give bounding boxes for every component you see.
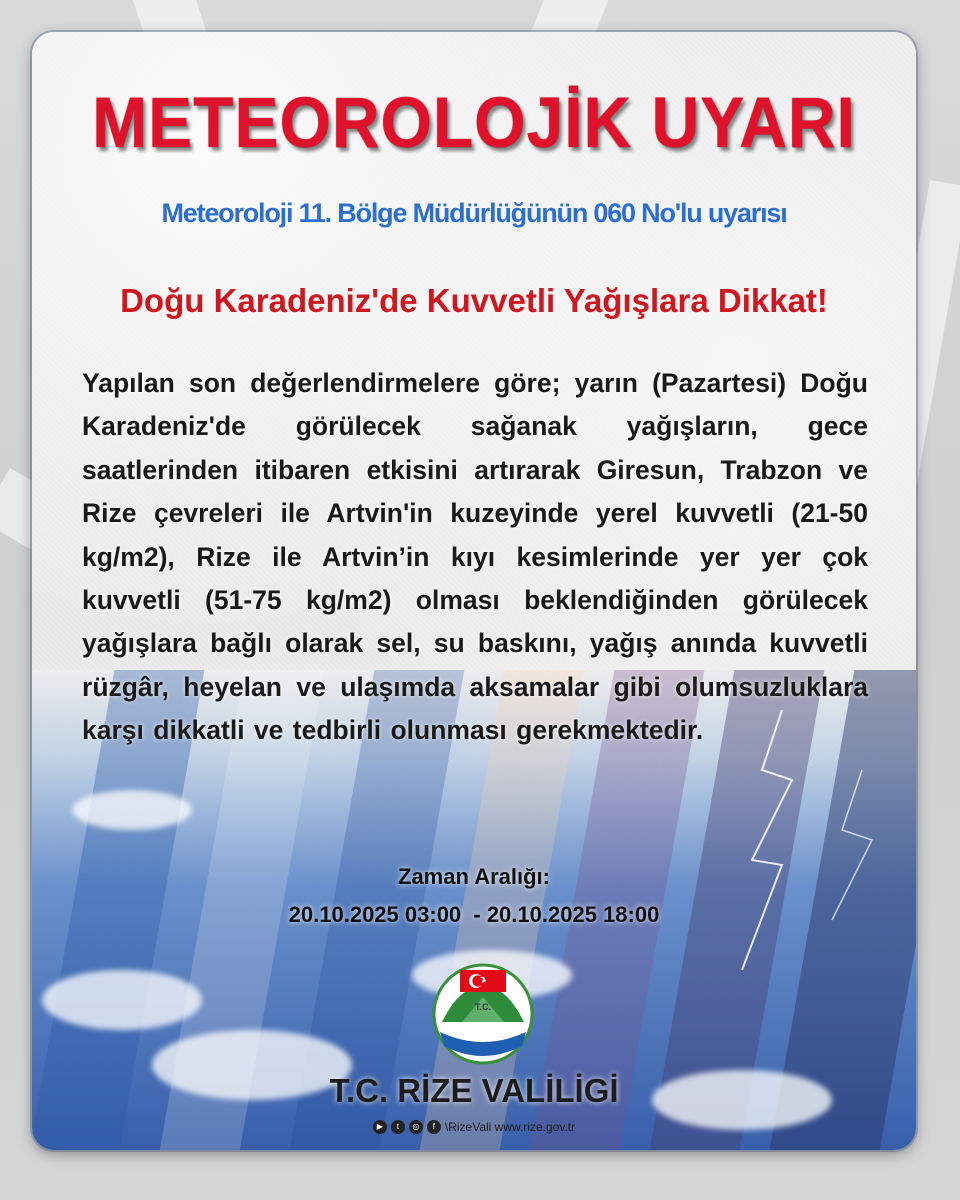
logo-text: T.C. [474,1002,492,1012]
time-range-value: 20.10.2025 03:00 - 20.10.2025 18:00 [288,902,660,927]
warning-card [32,32,916,1150]
subtitle: Meteoroloji 11. Bölge Müdürlüğünün 060 No'lu uyarısı [161,198,787,228]
headline: Doğu Karadeniz'de Kuvvetli Yağışlara Dikkat! [120,282,828,319]
page-title: METEOROLOJİK UYARI [92,82,856,162]
warning-body-text: Yapılan son değerlendirmelere göre; yarın (Pazartesi) Doğu Karadeniz'de görülecek sağanak yağışların, gece saatlerinden itibaren etkisini artırarak Giresun, Trabzon ve Rize çevreleri ile Artvin'in kuzeyinde yerel kuvvetli (21-50 kg/m2), Rize ile Artvin’in kıyı kesimlerinde yer yer çok kuvvetli (51-75 kg/m2) olması beklendiğinden görülecek yağışlara bağlı olarak sel, su baskını, yağış anında kuvvetli rüzgâr, heyelan ve ulaşımda aksamalar gibi olumsuzluklara karşı dikkatli ve tedbirli olunması gerekmektedir. [82,368,868,746]
footer-handle[interactable]: \RizeVali www.rize.gov.tr [444,1120,576,1134]
twitter-icon[interactable]: t [391,1120,405,1134]
instagram-icon[interactable]: ◎ [409,1120,423,1134]
facebook-icon[interactable]: f [427,1120,441,1134]
rize-governorship-emblem-icon [432,962,534,1066]
youtube-icon[interactable]: ▶ [373,1120,387,1134]
organization-name: T.C. RİZE VALİLİGİ [329,1072,619,1109]
footer [32,1120,916,1134]
time-range-label: Zaman Aralığı: [398,864,550,889]
